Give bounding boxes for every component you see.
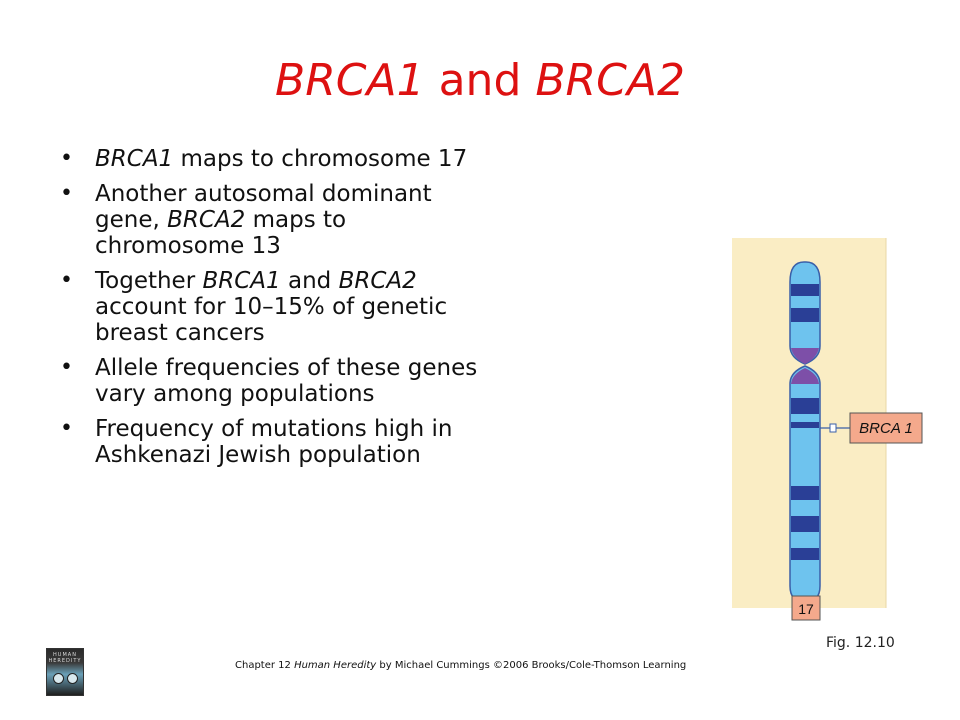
bullet-dot: • bbox=[60, 416, 73, 441]
title-connector: and bbox=[424, 55, 536, 106]
eye-icon bbox=[67, 673, 78, 684]
brca1-label: BRCA 1 bbox=[859, 420, 913, 437]
title-gene-2: BRCA2 bbox=[535, 55, 685, 106]
bullet-text: Together bbox=[95, 268, 203, 294]
footer-credit bbox=[235, 660, 686, 671]
chromosome-band bbox=[791, 308, 819, 322]
chromosome-17-figure bbox=[732, 238, 932, 628]
chromosome-band bbox=[791, 398, 819, 414]
book-cover-logo bbox=[46, 648, 84, 696]
bullet-item bbox=[60, 181, 500, 259]
logo-text: HUMAN HEREDITY bbox=[48, 652, 82, 664]
bullet-text: and bbox=[280, 268, 339, 294]
centromere bbox=[791, 348, 819, 364]
footer-suffix: by Michael Cummings ©2006 Brooks/Cole-Thomson Learning bbox=[376, 660, 687, 671]
eye-icon bbox=[53, 673, 64, 684]
footer-prefix: Chapter 12 bbox=[235, 660, 295, 671]
bullet-text: Allele frequencies of these genes vary among populations bbox=[95, 355, 478, 407]
bullet-item bbox=[60, 146, 500, 172]
chromosome-band bbox=[791, 486, 819, 500]
centromere bbox=[791, 368, 819, 384]
bullet-italic: BRCA2 bbox=[167, 207, 246, 233]
bullet-text: account for 10–15% of genetic breast cancers bbox=[95, 294, 448, 346]
title-gene-1: BRCA1 bbox=[275, 55, 425, 106]
footer-book-title: Human Heredity bbox=[294, 660, 377, 671]
slide-title bbox=[0, 55, 960, 106]
chromosome-band bbox=[791, 422, 819, 428]
bullet-italic: BRCA1 bbox=[95, 146, 174, 172]
bullet-dot: • bbox=[60, 146, 73, 171]
chromosome-band bbox=[791, 548, 819, 560]
bullet-item bbox=[60, 355, 500, 407]
chromosome-number: 17 bbox=[798, 601, 814, 617]
bullet-text: Another autosomal dominant gene, bbox=[95, 181, 432, 233]
bullet-dot: • bbox=[60, 268, 73, 293]
bullet-dot: • bbox=[60, 181, 73, 206]
locus-marker bbox=[830, 424, 836, 432]
chromosome-band bbox=[791, 284, 819, 296]
bullet-dot: • bbox=[60, 355, 73, 380]
bullet-text: Frequency of mutations high in Ashkenazi Jewish population bbox=[95, 416, 453, 468]
bullet-text: maps to chromosome 13 bbox=[95, 207, 347, 259]
bullet-italic: BRCA1 bbox=[202, 268, 281, 294]
bullet-italic: BRCA2 bbox=[338, 268, 417, 294]
bullet-item bbox=[60, 416, 500, 468]
chromosome-band bbox=[791, 516, 819, 532]
bullet-list bbox=[60, 146, 500, 477]
bullet-item bbox=[60, 268, 500, 346]
bullet-text: maps to chromosome 17 bbox=[173, 146, 468, 172]
figure-caption: Fig. 12.10 bbox=[826, 635, 895, 651]
